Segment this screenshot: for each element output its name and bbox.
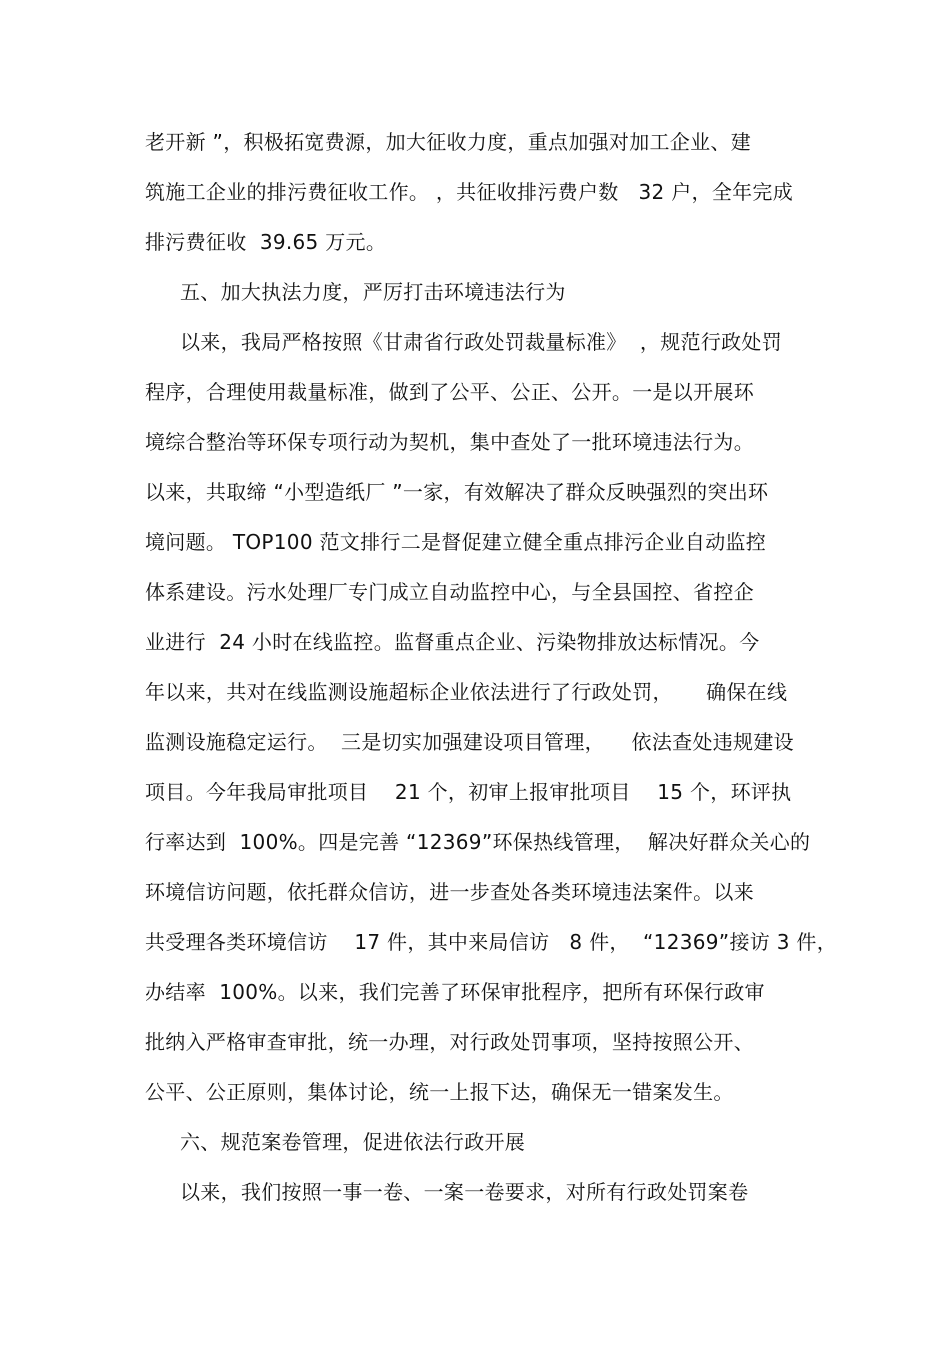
section-heading: 六、规范案卷管理，促进依法行政开展 <box>180 1130 526 1154</box>
text-line: 以来，我局严格按照《甘肃省行政处罚裁量标准》 ，规范行政处罚 <box>180 330 783 354</box>
text-line: 年以来，共对在线监测设施超标企业依法进行了行政处罚， 确保在线 <box>145 680 788 704</box>
text-line: 老开新 ”，积极拓宽费源，加大征收力度，重点加强对加工企业、建 <box>145 130 752 154</box>
text-line: 筑施工企业的排污费征收工作。 ，共征收排污费户数 32 户，全年完成 <box>145 180 794 204</box>
text-line: 排污费征收 39.65 万元。 <box>145 230 387 254</box>
text-line: 环境信访问题，依托群众信访，进一步查处各类环境违法案件。以来 <box>145 880 754 904</box>
text-line: 监测设施稳定运行。 三是切实加强建设项目管理， 依法查处违规建设 <box>145 730 794 754</box>
section-heading: 五、加大执法力度，严厉打击环境违法行为 <box>180 280 566 304</box>
text-line: 程序，合理使用裁量标准，做到了公平、公正、公开。一是以开展环 <box>145 380 754 404</box>
text-line: 境问题。 TOP100 范文排行二是督促建立健全重点排污企业自动监控 <box>145 530 767 554</box>
text-line: 行率达到 100%。四是完善 “12369”环保热线管理， 解决好群众关心的 <box>145 830 811 854</box>
text-line: 以来，共取缔 “小型造纸厂 ”一家，有效解决了群众反映强烈的突出环 <box>145 480 769 504</box>
text-line: 办结率 100%。以来，我们完善了环保审批程序，把所有环保行政审 <box>145 980 765 1004</box>
text-line: 以来，我们按照一事一卷、一案一卷要求，对所有行政处罚案卷 <box>180 1180 749 1204</box>
text-line: 共受理各类环境信访 17 件，其中来局信访 8 件， “12369”接访 3 件， <box>145 930 837 954</box>
text-line: 境综合整治等环保专项行动为契机，集中查处了一批环境违法行为。 <box>145 430 754 454</box>
text-line: 批纳入严格审查审批，统一办理，对行政处罚事项，坚持按照公开、 <box>145 1030 754 1054</box>
text-line: 公平、公正原则，集体讨论，统一上报下达，确保无一错案发生。 <box>145 1080 734 1104</box>
text-line: 项目。今年我局审批项目 21 个，初审上报审批项目 15 个，环评执 <box>145 780 792 804</box>
text-line: 体系建设。污水处理厂专门成立自动监控中心，与全县国控、省控企 <box>145 580 754 604</box>
text-line: 业进行 24 小时在线监控。监督重点企业、污染物排放达标情况。今 <box>145 630 760 654</box>
